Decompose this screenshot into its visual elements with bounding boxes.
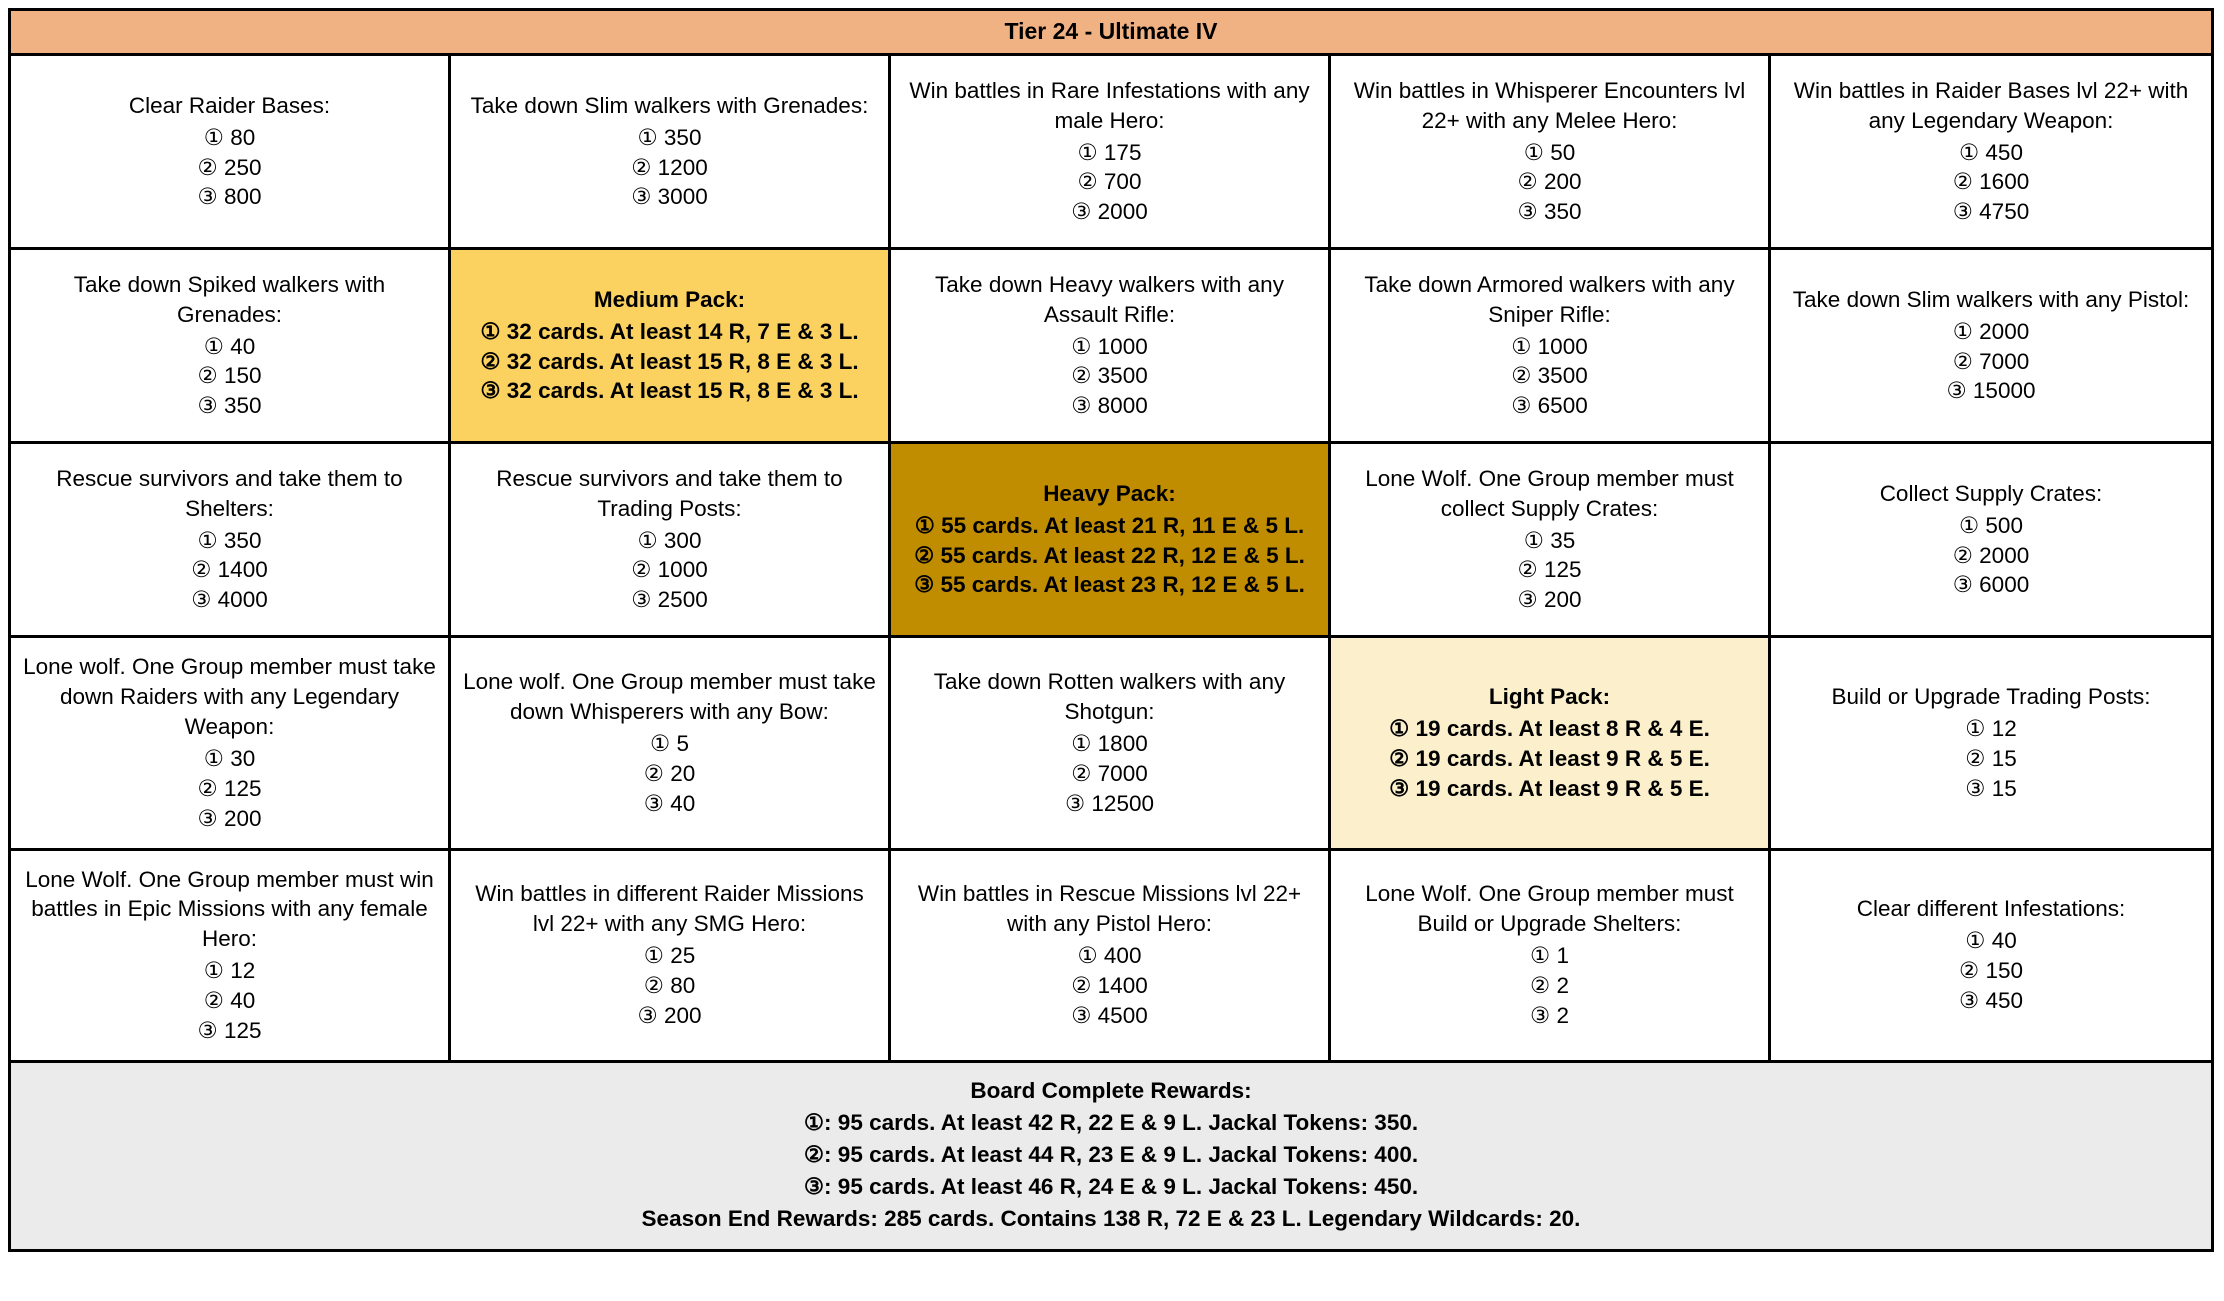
mission-tier-line: ② 150 <box>197 363 262 389</box>
mission-tier-line: ② 250 <box>197 154 262 180</box>
mission-tiers <box>631 123 707 213</box>
mission-title: Take down Spiked walkers with Grenades: <box>73 271 386 327</box>
mission-tiers <box>1959 926 2023 1016</box>
mission-tier-line: ① 2000 <box>1952 318 2030 344</box>
mission-tier-line: ① 400 <box>1077 943 1142 969</box>
mission-tier-line: ① 300 <box>637 527 702 553</box>
mission-tier-line: ② 2 <box>1530 973 1569 999</box>
mission-tiers <box>191 526 267 616</box>
mission-tiers <box>1071 332 1147 422</box>
mission-tiers <box>1065 729 1154 819</box>
mission-tier-line: ③ 2 <box>1530 1003 1569 1029</box>
mission-title: Build or Upgrade Trading Posts: <box>1831 683 2151 709</box>
mission-grid <box>11 56 2211 1063</box>
mission-tier-line: ③ 2500 <box>631 587 708 613</box>
mission-cell <box>891 638 1331 851</box>
mission-title: Rescue survivors and take them to Trading Posts: <box>496 465 843 521</box>
mission-tier-line: ① 175 <box>1077 139 1142 165</box>
mission-tier-line: ② 55 cards. At least 22 R, 12 E & 5 L. <box>914 542 1305 568</box>
mission-title: Win battles in Whisperer Encounters lvl 22+ with any Melee Hero: <box>1353 77 1746 133</box>
mission-title: Take down Heavy walkers with any Assault Rifle: <box>935 271 1284 327</box>
mission-tier-line: ② 1600 <box>1952 169 2030 195</box>
mission-tiers <box>1071 138 1147 228</box>
mission-cell <box>1771 444 2211 638</box>
mission-tiers <box>1511 332 1587 422</box>
mission-cell <box>891 444 1331 638</box>
mission-tiers <box>198 956 262 1046</box>
mission-title: Take down Slim walkers with any Pistol: <box>1792 286 2190 312</box>
mission-tier-line: ① 35 <box>1523 527 1576 553</box>
mission-tier-line: ① 40 <box>1965 928 2017 954</box>
mission-tiers <box>1965 714 2016 804</box>
mission-tier-line: ③ 4000 <box>191 587 268 613</box>
mission-title: Heavy Pack: <box>1043 480 1176 506</box>
mission-tiers <box>198 123 262 213</box>
mission-tier-line: ① 1 <box>1530 943 1569 969</box>
mission-title: Take down Armored walkers with any Sniper Rifle: <box>1364 271 1735 327</box>
rewards-title: Board Complete Rewards: <box>970 1078 1252 1104</box>
mission-tier-line: ② 1000 <box>631 557 708 583</box>
mission-title: Rescue survivors and take them to Shelters: <box>56 465 403 521</box>
mission-cell <box>11 851 451 1064</box>
mission-cell <box>1771 851 2211 1064</box>
mission-title: Lone wolf. One Group member must take down Whisperers with any Bow: <box>463 668 876 724</box>
mission-tier-line: ② 40 <box>203 988 256 1014</box>
mission-tier-line: ② 700 <box>1077 169 1142 195</box>
mission-tier-line: ① 12 <box>1965 715 2017 741</box>
mission-tiers <box>198 332 262 422</box>
mission-tier-line: ① 55 cards. At least 21 R, 11 E & 5 L. <box>914 512 1305 538</box>
mission-tier-line: ② 3500 <box>1071 363 1148 389</box>
mission-tier-line: ② 7000 <box>1071 760 1148 786</box>
mission-tiers <box>1953 138 2029 228</box>
mission-cell <box>891 56 1331 250</box>
mission-cell <box>1331 250 1771 444</box>
mission-tier-line: ③ 125 <box>197 1018 262 1044</box>
mission-tier-line: ③ 32 cards. At least 15 R, 8 E & 3 L. <box>480 378 859 404</box>
mission-title: Collect Supply Crates: <box>1879 480 2103 506</box>
mission-cell <box>451 851 891 1064</box>
mission-title: Lone Wolf. One Group member must collect Supply Crates: <box>1365 465 1734 521</box>
mission-tiers <box>1389 714 1710 804</box>
mission-tier-line: ② 7000 <box>1952 348 2030 374</box>
mission-tier-line: ① 25 <box>643 943 696 969</box>
mission-title: Lone Wolf. One Group member must Build or Upgrade Shelters: <box>1365 881 1734 937</box>
mission-tier-line: ③ 55 cards. At least 23 R, 12 E & 5 L. <box>914 572 1305 598</box>
mission-tier-line: ③ 40 <box>643 790 696 816</box>
mission-tier-line: ② 80 <box>643 973 696 999</box>
mission-title: Win battles in Rescue Missions lvl 22+ with any Pistol Hero: <box>917 881 1302 937</box>
mission-tiers <box>1518 138 1582 228</box>
mission-tier-line: ② 1400 <box>191 557 268 583</box>
mission-tier-line: ③ 19 cards. At least 9 R & 5 E. <box>1389 775 1710 801</box>
mission-tier-line: ① 32 cards. At least 14 R, 7 E & 3 L. <box>480 318 859 344</box>
rewards-line: Season End Rewards: 285 cards. Contains 138 R, 72 E & 23 L. Legendary Wildcards: 20. <box>641 1205 1581 1231</box>
mission-title: Win battles in Raider Bases lvl 22+ with any Legendary Weapon: <box>1793 77 2189 133</box>
board-complete-rewards <box>11 1063 2211 1249</box>
mission-tiers <box>914 511 1305 601</box>
mission-tier-line: ② 2000 <box>1952 542 2030 568</box>
mission-tier-line: ② 1400 <box>1071 973 1148 999</box>
mission-tier-line: ① 1000 <box>1511 333 1588 359</box>
mission-tier-line: ③ 200 <box>197 805 262 831</box>
mission-tier-line: ② 32 cards. At least 15 R, 8 E & 3 L. <box>480 348 859 374</box>
mission-cell <box>451 444 891 638</box>
board-title: Tier 24 - Ultimate IV <box>11 11 2211 56</box>
mission-tier-line: ③ 200 <box>637 1003 702 1029</box>
mission-tier-line: ② 200 <box>1517 169 1582 195</box>
mission-cell <box>1771 250 2211 444</box>
mission-tier-line: ③ 200 <box>1517 587 1582 613</box>
mission-title: Win battles in Rare Infestations with any male Hero: <box>909 77 1310 133</box>
mission-cell <box>11 444 451 638</box>
mission-tiers <box>1530 941 1569 1031</box>
mission-tier-line: ① 1800 <box>1071 730 1148 756</box>
mission-tier-line: ③ 350 <box>1517 199 1582 225</box>
mission-tier-line: ③ 15 <box>1965 775 2017 801</box>
mission-tier-line: ③ 6500 <box>1511 393 1588 419</box>
mission-cell <box>1771 56 2211 250</box>
mission-tier-line: ② 20 <box>643 760 696 786</box>
mission-tier-line: ③ 15000 <box>1946 378 2036 404</box>
mission-tier-line: ① 350 <box>637 124 702 150</box>
mission-tiers <box>1518 526 1582 616</box>
mission-tier-line: ② 125 <box>197 775 262 801</box>
mission-cell <box>1331 851 1771 1064</box>
mission-tier-line: ③ 450 <box>1959 988 2023 1014</box>
mission-title: Medium Pack: <box>593 286 746 312</box>
mission-tier-line: ③ 2000 <box>1071 199 1148 225</box>
mission-tier-line: ① 5 <box>650 730 689 756</box>
mission-cell <box>451 56 891 250</box>
mission-tier-line: ② 3500 <box>1511 363 1588 389</box>
mission-cell <box>1331 638 1771 851</box>
mission-tier-line: ① 80 <box>203 124 256 150</box>
mission-tier-line: ② 125 <box>1517 557 1582 583</box>
mission-cell <box>11 638 451 851</box>
mission-tier-line: ① 12 <box>203 958 256 984</box>
mission-tier-line: ① 30 <box>203 745 256 771</box>
mission-cell <box>451 250 891 444</box>
mission-tier-line: ③ 4750 <box>1952 199 2030 225</box>
mission-title: Win battles in different Raider Missions lvl 22+ with any SMG Hero: <box>475 881 864 937</box>
mission-tier-line: ③ 8000 <box>1071 393 1148 419</box>
mission-cell <box>891 851 1331 1064</box>
mission-tiers <box>1947 317 2036 407</box>
mission-cell <box>451 638 891 851</box>
mission-cell <box>1331 444 1771 638</box>
mission-tier-line: ③ 4500 <box>1071 1003 1148 1029</box>
rewards-line: ②: 95 cards. At least 44 R, 23 E & 9 L. Jackal Tokens: 400. <box>803 1141 1419 1167</box>
mission-tier-line: ① 1000 <box>1071 333 1148 359</box>
mission-tier-line: ① 500 <box>1959 512 2023 538</box>
mission-tier-line: ② 1200 <box>631 154 708 180</box>
mission-tier-line: ③ 350 <box>197 393 262 419</box>
rewards-line: ①: 95 cards. At least 42 R, 22 E & 9 L. Jackal Tokens: 350. <box>803 1110 1419 1135</box>
mission-cell <box>11 250 451 444</box>
mission-cell <box>1331 56 1771 250</box>
mission-tier-line: ③ 6000 <box>1952 572 2030 598</box>
mission-tier-line: ① 450 <box>1959 139 2023 165</box>
mission-tiers <box>638 941 702 1031</box>
mission-title: Take down Rotten walkers with any Shotgun: <box>933 668 1286 724</box>
mission-tier-line: ① 19 cards. At least 8 R & 4 E. <box>1389 715 1710 741</box>
mission-tiers <box>480 317 858 407</box>
mission-tiers <box>1953 511 2029 601</box>
mission-cell <box>891 250 1331 444</box>
mission-title: Light Pack: <box>1488 683 1611 709</box>
mission-title: Clear Raider Bases: <box>128 92 331 118</box>
mission-tiers <box>1071 941 1147 1031</box>
mission-tier-line: ① 50 <box>1523 139 1576 165</box>
mission-board <box>8 8 2214 1252</box>
mission-cell <box>11 56 451 250</box>
mission-tiers <box>198 744 262 834</box>
mission-tier-line: ① 40 <box>203 333 256 359</box>
mission-title: Lone wolf. One Group member must take down Raiders with any Legendary Weapon: <box>23 654 436 739</box>
mission-tier-line: ③ 3000 <box>631 184 708 210</box>
mission-title: Take down Slim walkers with Grenades: <box>470 92 869 118</box>
rewards-line: ③: 95 cards. At least 46 R, 24 E & 9 L. Jackal Tokens: 450. <box>803 1173 1419 1199</box>
rewards-lines <box>21 1107 2201 1235</box>
mission-tier-line: ② 150 <box>1959 958 2023 984</box>
mission-tiers <box>644 729 695 819</box>
mission-tier-line: ① 350 <box>197 527 262 553</box>
mission-cell <box>1771 638 2211 851</box>
mission-tier-line: ② 19 cards. At least 9 R & 5 E. <box>1389 745 1710 771</box>
mission-tier-line: ③ 12500 <box>1065 790 1154 816</box>
mission-tier-line: ② 15 <box>1965 745 2017 771</box>
mission-title: Lone Wolf. One Group member must win battles in Epic Missions with any female Hero: <box>25 866 434 952</box>
mission-tiers <box>631 526 707 616</box>
mission-tier-line: ③ 800 <box>197 184 262 210</box>
mission-title: Clear different Infestations: <box>1856 896 2126 922</box>
